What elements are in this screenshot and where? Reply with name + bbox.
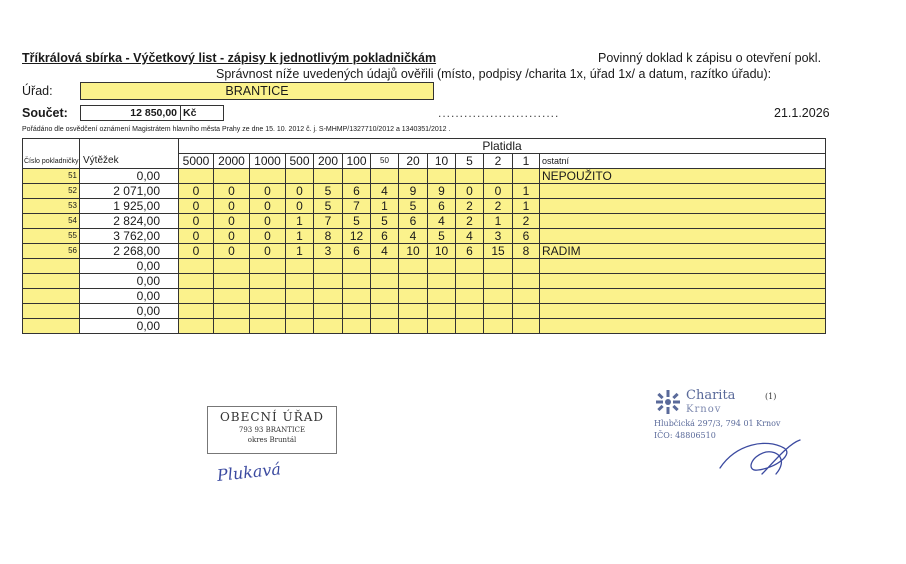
denomination-count-cell: 5 [428, 229, 456, 244]
denomination-count-cell [399, 289, 428, 304]
column-header-denomination: 1 [513, 154, 540, 169]
denomination-count-cell: 0 [179, 199, 214, 214]
yield-cell: 1 925,00 [80, 199, 179, 214]
denomination-count-cell: 6 [513, 229, 540, 244]
denomination-count-cell [343, 169, 371, 184]
other-cell [540, 199, 826, 214]
charita-address: Hlubčická 297/3, 794 01 Krnov [654, 419, 781, 428]
denomination-count-cell [456, 319, 484, 334]
collection-table [22, 138, 826, 334]
legal-notice: Pořádáno dle osvědčení oznámení Magistrátem hlavního města Prahy ze dne 15. 10. 2012 č. j. S-MHMP/1327710/2012 a 1340351/2012 . [22, 126, 451, 133]
denomination-count-cell [343, 259, 371, 274]
denomination-count-cell [250, 259, 286, 274]
denomination-count-cell: 0 [214, 229, 250, 244]
denomination-count-cell [371, 274, 399, 289]
other-cell: NEPOUŽITO [540, 169, 826, 184]
denomination-count-cell: 0 [484, 184, 513, 199]
column-header-denomination: 5 [456, 154, 484, 169]
denomination-count-cell [484, 319, 513, 334]
column-header-denomination: 50 [371, 154, 399, 169]
charita-mark: (1) [765, 392, 777, 401]
denomination-count-cell: 9 [399, 184, 428, 199]
table-row [23, 289, 826, 304]
box-number-cell: 56 [23, 244, 80, 259]
denomination-count-cell [214, 304, 250, 319]
denomination-count-cell [314, 169, 343, 184]
denomination-count-cell [179, 259, 214, 274]
denomination-count-cell: 5 [343, 214, 371, 229]
denomination-count-cell: 12 [343, 229, 371, 244]
denomination-count-cell [371, 169, 399, 184]
table-row [23, 319, 826, 334]
denomination-count-cell: 3 [484, 229, 513, 244]
denomination-count-cell: 1 [513, 199, 540, 214]
column-header-denomination: 1000 [250, 154, 286, 169]
denomination-count-cell: 6 [371, 229, 399, 244]
yield-cell: 0,00 [80, 304, 179, 319]
office-field: BRANTICE [80, 82, 434, 100]
denomination-count-cell: 1 [513, 184, 540, 199]
denomination-count-cell [399, 259, 428, 274]
office-stamp [207, 406, 337, 454]
denomination-count-cell [484, 274, 513, 289]
denomination-count-cell: 5 [314, 199, 343, 214]
denomination-count-cell [513, 319, 540, 334]
denomination-count-cell [399, 304, 428, 319]
denomination-count-cell [456, 274, 484, 289]
denomination-count-cell [314, 274, 343, 289]
table-row [23, 274, 826, 289]
denomination-count-cell [179, 274, 214, 289]
denomination-count-cell [214, 169, 250, 184]
yield-cell: 0,00 [80, 319, 179, 334]
denomination-count-cell: 15 [484, 244, 513, 259]
signature-line: ............................ [438, 106, 560, 120]
total-label: Součet: [22, 106, 68, 120]
denomination-count-cell: 0 [179, 184, 214, 199]
table-row [23, 169, 826, 184]
denomination-count-cell [179, 319, 214, 334]
denomination-count-cell: 0 [179, 214, 214, 229]
denomination-count-cell [428, 304, 456, 319]
denomination-count-cell [286, 169, 314, 184]
denomination-count-cell: 6 [343, 184, 371, 199]
box-number-cell: 51 [23, 169, 80, 184]
denomination-count-cell: 10 [399, 244, 428, 259]
table-row [23, 244, 826, 259]
denomination-count-cell [428, 319, 456, 334]
box-number-cell: 52 [23, 184, 80, 199]
denomination-count-cell: 6 [399, 214, 428, 229]
denomination-count-cell [286, 319, 314, 334]
denomination-count-cell: 4 [399, 229, 428, 244]
denomination-count-cell: 1 [286, 214, 314, 229]
denomination-count-cell [314, 259, 343, 274]
denomination-count-cell [513, 259, 540, 274]
column-header-yield: Výtěžek [80, 139, 179, 169]
verification-note: Správnost níže uvedených údajů ověřili (místo, podpisy /charita 1x, úřad 1x/ a datum, razítko úřadu): [216, 67, 772, 81]
box-number-cell [23, 274, 80, 289]
charita-name: Charita [686, 388, 736, 403]
denomination-count-cell [286, 304, 314, 319]
column-header-other: ostatní [540, 154, 826, 169]
denomination-count-cell: 0 [286, 184, 314, 199]
denomination-count-cell: 3 [314, 244, 343, 259]
charita-signature [706, 434, 806, 482]
denomination-count-cell: 10 [428, 244, 456, 259]
box-number-cell: 54 [23, 214, 80, 229]
denomination-count-cell: 1 [371, 199, 399, 214]
table-row [23, 199, 826, 214]
denomination-count-cell: 0 [214, 199, 250, 214]
denomination-count-cell [250, 169, 286, 184]
denomination-count-cell [286, 274, 314, 289]
denomination-count-cell [343, 274, 371, 289]
denomination-count-cell [371, 304, 399, 319]
office-signature [215, 458, 315, 486]
column-header-box-number: Číslo pokladničky [23, 139, 80, 169]
denomination-count-cell [250, 289, 286, 304]
denomination-count-cell [286, 289, 314, 304]
denomination-count-cell: 2 [484, 199, 513, 214]
denomination-count-cell: 0 [214, 184, 250, 199]
denomination-count-cell [343, 289, 371, 304]
denomination-count-cell: 7 [343, 199, 371, 214]
other-cell [540, 289, 826, 304]
denomination-count-cell [399, 319, 428, 334]
denomination-count-cell: 6 [343, 244, 371, 259]
charita-city: Krnov [686, 404, 722, 415]
table-row [23, 259, 826, 274]
denomination-count-cell [428, 259, 456, 274]
denomination-count-cell: 7 [314, 214, 343, 229]
denomination-count-cell: 4 [456, 229, 484, 244]
table-row [23, 229, 826, 244]
denomination-count-cell [513, 304, 540, 319]
denomination-count-cell [513, 289, 540, 304]
column-header-platidla: Platidla [179, 139, 826, 154]
box-number-cell [23, 289, 80, 304]
table-header-row [23, 139, 826, 154]
denomination-count-cell [179, 289, 214, 304]
denomination-count-cell: 0 [286, 199, 314, 214]
denomination-count-cell [399, 169, 428, 184]
required-document-note: Povinný doklad k zápisu o otevření pokl. [598, 51, 822, 65]
yield-cell: 2 071,00 [80, 184, 179, 199]
other-cell [540, 274, 826, 289]
denomination-count-cell [371, 259, 399, 274]
denomination-count-cell: 1 [286, 229, 314, 244]
denomination-count-cell [214, 274, 250, 289]
denomination-count-cell [214, 289, 250, 304]
document-date: 21.1.2026 [774, 106, 830, 120]
table-row [23, 304, 826, 319]
denomination-count-cell [371, 319, 399, 334]
charita-logo-icon [654, 388, 682, 416]
denomination-count-cell [456, 259, 484, 274]
denomination-count-cell: 0 [250, 199, 286, 214]
yield-cell: 0,00 [80, 169, 179, 184]
denomination-count-cell: 1 [286, 244, 314, 259]
denomination-count-cell: 0 [179, 244, 214, 259]
denomination-count-cell [484, 169, 513, 184]
other-cell: RADIM [540, 244, 826, 259]
denomination-count-cell [214, 319, 250, 334]
denomination-count-cell [286, 259, 314, 274]
yield-cell: 2 824,00 [80, 214, 179, 229]
denomination-count-cell: 8 [513, 244, 540, 259]
yield-cell: 3 762,00 [80, 229, 179, 244]
denomination-count-cell [314, 289, 343, 304]
denomination-count-cell: 0 [250, 184, 286, 199]
denomination-count-cell [428, 289, 456, 304]
yield-cell: 0,00 [80, 259, 179, 274]
denomination-count-cell [250, 319, 286, 334]
other-cell [540, 319, 826, 334]
column-header-denomination: 2 [484, 154, 513, 169]
table-row [23, 184, 826, 199]
denomination-count-cell [314, 304, 343, 319]
denomination-count-cell [214, 259, 250, 274]
other-cell [540, 214, 826, 229]
denomination-count-cell [428, 274, 456, 289]
denomination-count-cell: 4 [371, 244, 399, 259]
denomination-count-cell: 0 [250, 229, 286, 244]
yield-cell: 0,00 [80, 289, 179, 304]
column-header-denomination: 5000 [179, 154, 214, 169]
denomination-count-cell [484, 289, 513, 304]
denomination-count-cell [250, 304, 286, 319]
denomination-count-cell [484, 259, 513, 274]
denomination-count-cell [179, 169, 214, 184]
denomination-count-cell: 2 [456, 214, 484, 229]
charita-ico: IČO: 48806510 [654, 431, 716, 440]
currency-field: Kč [180, 105, 224, 121]
page-title: Tříkrálová sbírka - Výčetkový list - zápisy k jednotlivým pokladničkám [22, 51, 437, 65]
denomination-count-cell [428, 169, 456, 184]
other-cell [540, 259, 826, 274]
denomination-count-cell: 0 [179, 229, 214, 244]
denomination-count-cell: 0 [250, 244, 286, 259]
yield-cell: 0,00 [80, 274, 179, 289]
denomination-count-cell [343, 304, 371, 319]
denomination-count-cell [371, 289, 399, 304]
denomination-count-cell: 0 [250, 214, 286, 229]
denomination-count-cell: 4 [371, 184, 399, 199]
denomination-count-cell [343, 319, 371, 334]
denomination-count-cell: 6 [456, 244, 484, 259]
denomination-count-cell [456, 169, 484, 184]
office-signature-text: Plukavá [216, 459, 282, 485]
denomination-count-cell: 0 [214, 214, 250, 229]
denomination-count-cell: 9 [428, 184, 456, 199]
column-header-denomination: 10 [428, 154, 456, 169]
denomination-count-cell: 2 [513, 214, 540, 229]
other-cell [540, 304, 826, 319]
denomination-count-cell: 8 [314, 229, 343, 244]
denomination-count-cell [456, 289, 484, 304]
column-header-denomination: 500 [286, 154, 314, 169]
denomination-count-cell: 0 [214, 244, 250, 259]
denomination-count-cell: 0 [456, 184, 484, 199]
box-number-cell: 55 [23, 229, 80, 244]
box-number-cell [23, 259, 80, 274]
column-header-denomination: 200 [314, 154, 343, 169]
office-stamp-title: OBECNÍ ÚŘAD [219, 410, 325, 424]
denomination-count-cell: 2 [456, 199, 484, 214]
box-number-cell: 53 [23, 199, 80, 214]
column-header-denomination: 100 [343, 154, 371, 169]
denomination-count-cell [513, 274, 540, 289]
denomination-count-cell: 1 [484, 214, 513, 229]
denomination-count-cell [399, 274, 428, 289]
column-header-denomination: 2000 [214, 154, 250, 169]
other-cell [540, 229, 826, 244]
denomination-count-cell: 4 [428, 214, 456, 229]
box-number-cell [23, 304, 80, 319]
table-row [23, 214, 826, 229]
denomination-count-cell [250, 274, 286, 289]
office-label: Úřad: [22, 84, 53, 98]
denomination-count-cell [456, 304, 484, 319]
office-stamp-district: okres Bruntál [247, 436, 297, 444]
denomination-count-cell [484, 304, 513, 319]
box-number-cell [23, 319, 80, 334]
denomination-count-cell [179, 304, 214, 319]
total-field: 12 850,00 [80, 105, 181, 121]
column-header-denomination: 20 [399, 154, 428, 169]
denomination-count-cell: 5 [371, 214, 399, 229]
denomination-count-cell: 5 [399, 199, 428, 214]
yield-cell: 2 268,00 [80, 244, 179, 259]
denomination-count-cell [513, 169, 540, 184]
denomination-count-cell: 6 [428, 199, 456, 214]
office-stamp-address: 793 93 BRANTICE [238, 426, 306, 434]
other-cell [540, 184, 826, 199]
denomination-count-cell: 5 [314, 184, 343, 199]
denomination-count-cell [314, 319, 343, 334]
